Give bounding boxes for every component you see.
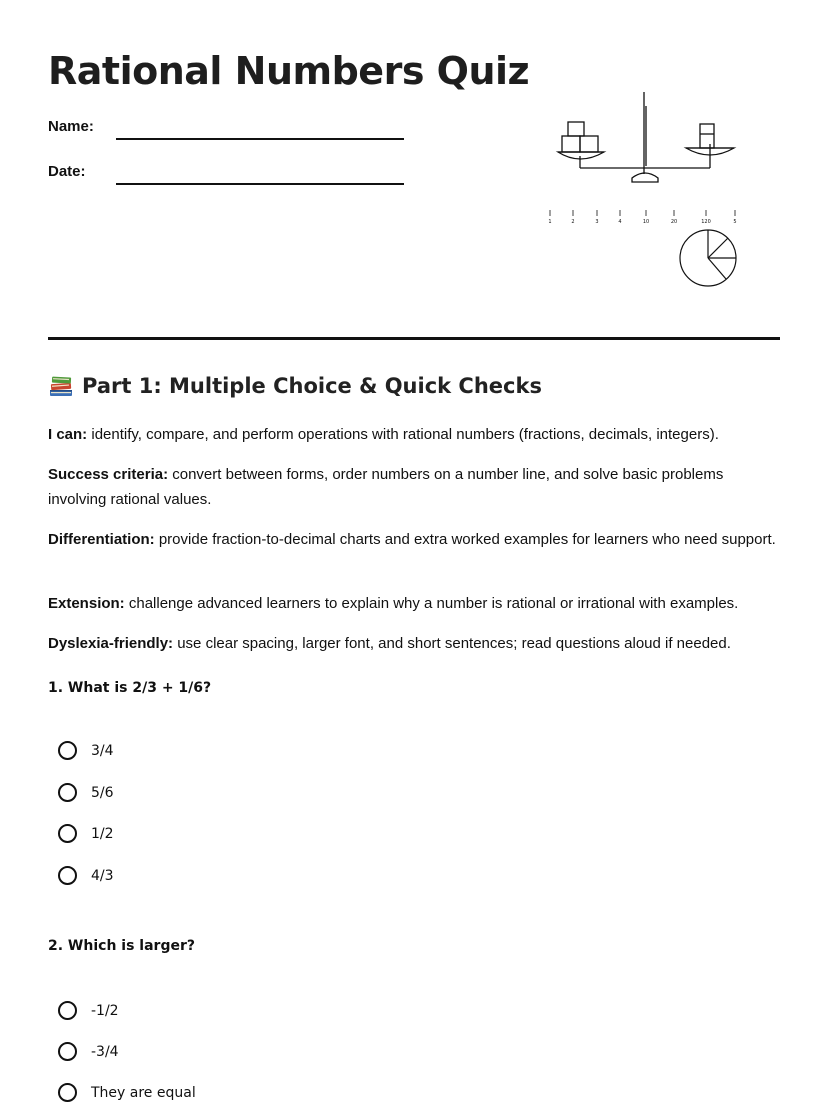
differentiation-text: provide fraction-to-decimal charts and extra worked examples for learners who need support. [154,531,776,548]
part1-heading-text: Part 1: Multiple Choice & Quick Checks [82,374,542,398]
success-criteria-text: convert between forms, order numbers on a number line, and solve basic problems involving rational values. [48,466,724,508]
option-label: -1/2 [91,1002,119,1019]
dyslexia-friendly-label: Dyslexia-friendly: [48,635,174,652]
q2-option-3[interactable] [58,1083,196,1102]
math-illustration [540,86,750,296]
i-can-statement [48,422,778,447]
number-line-icon [550,210,735,216]
radio-button[interactable] [58,783,77,802]
dyslexia-friendly-text: use clear spacing, larger font, and short sentences; read questions aloud if needed. [173,635,731,652]
q1-option-2[interactable] [58,783,114,802]
tick-label: 5 [733,219,737,225]
radio-button[interactable] [58,1042,77,1061]
option-label: 4/3 [91,867,114,884]
radio-button[interactable] [58,1001,77,1020]
differentiation [48,527,778,552]
q2-option-2[interactable] [58,1042,119,1061]
pie-chart-icon [680,230,736,286]
name-field[interactable] [116,138,404,140]
radio-button[interactable] [58,1083,77,1102]
i-can-label: I can: [48,426,88,443]
question-1: 1. What is 2/3 + 1/6? [48,680,212,696]
radio-button[interactable] [58,741,77,760]
tick-label: 120 [701,219,711,225]
dyslexia-friendly [48,631,778,656]
option-label: 5/6 [91,784,114,801]
q2-option-1[interactable] [58,1001,119,1020]
radio-button[interactable] [58,866,77,885]
differentiation-label: Differentiation: [48,531,155,548]
q1-option-3[interactable] [58,824,114,843]
option-label: They are equal [91,1084,196,1101]
extension-text: challenge advanced learners to explain why a number is rational or irrational with examples. [124,595,739,612]
q1-option-4[interactable] [58,866,114,885]
name-label: Name: [48,118,94,135]
i-can-text: identify, compare, and perform operations with rational numbers (fractions, decimals, integers). [87,426,719,443]
part1-heading [48,373,542,399]
section-divider [48,337,780,340]
option-label: 1/2 [91,825,114,842]
books-icon [48,373,74,399]
radio-button[interactable] [58,824,77,843]
date-label: Date: [48,163,86,180]
balance-scale-icon [558,92,734,182]
option-label: -3/4 [91,1043,119,1060]
extension [48,591,778,616]
question-2: 2. Which is larger? [48,938,195,954]
tick-label: 10 [642,219,650,225]
tick-label: 3 [595,219,599,225]
tick-label: 20 [670,219,678,225]
success-criteria-label: Success criteria: [48,466,169,483]
success-criteria [48,462,778,512]
extension-label: Extension: [48,595,125,612]
tick-label: 4 [618,219,622,225]
q1-option-1[interactable] [58,741,114,760]
tick-label: 2 [571,219,575,225]
date-field[interactable] [116,183,404,185]
option-label: 3/4 [91,742,114,759]
tick-label: 1 [548,219,552,225]
page-title: Rational Numbers Quiz [48,49,530,93]
